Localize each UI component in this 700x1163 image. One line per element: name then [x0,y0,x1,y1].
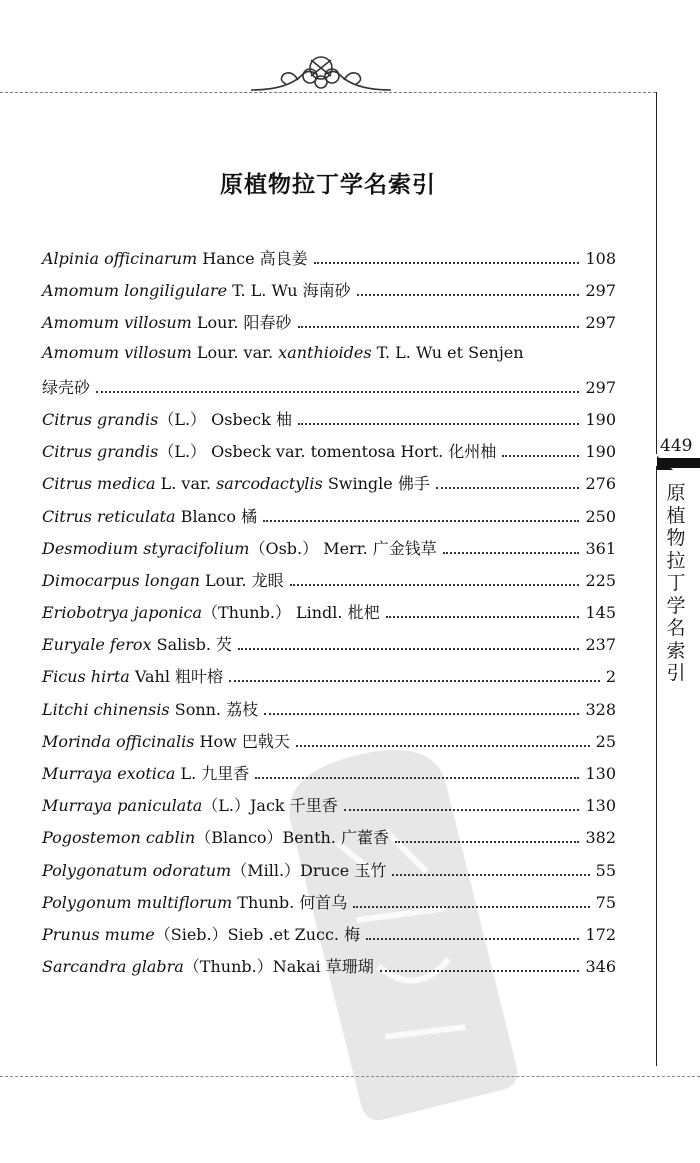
index-entry: Morinda officinalis How 巴戟天 25 [42,731,616,751]
index-entry: Polygonum multiflorum Thunb. 何首乌 75 [42,892,616,912]
index-entry: Dimocarpus longan Lour. 龙眼 225 [42,570,616,590]
index-entry: Litchi chinensis Sonn. 荔枝 328 [42,699,616,719]
page-number: 449 [660,436,693,456]
index-entry-first-line: Amomum villosum Lour. var. xanthioides T. L. Wu et Senjen [42,342,524,362]
index-entry: Eriobotrya japonica（Thunb.） Lindl. 枇杷 145 [42,603,616,623]
footer-rule [0,1076,700,1077]
index-entry: Prunus mume（Sieb.）Sieb .et Zucc. 梅 172 [42,924,616,944]
index-entry: Sarcandra glabra（Thunb.）Nakai 草珊瑚 346 [42,957,616,977]
side-border [656,92,657,454]
side-border-lower [656,466,657,1066]
tab-bar [657,458,700,468]
index-entry: Citrus medica L. var. sarcodactylis Swingle 佛手 276 [42,474,616,494]
index-entry: Amomum longiligulare T. L. Wu 海南砂 297 [42,281,616,301]
header-ornament [246,46,396,98]
index-entry: Citrus grandis（L.） Osbeck var. tomentosa Hort. 化州柚 190 [42,442,616,462]
header-rule [0,92,656,93]
index-entry: Citrus grandis（L.） Osbeck 柚 190 [42,409,616,429]
index-entry: Alpinia officinarum Hance 高良姜 108 [42,249,616,268]
index-entry: Polygonatum odoratum（Mill.）Druce 玉竹 55 [42,860,616,880]
side-tab-title: 原植物拉丁学名索引 [666,482,686,684]
index-entry: Desmodium styracifolium（Osb.） Merr. 广金钱草 361 [42,538,616,558]
index-entry-continuation: 绿壳砂 297 [42,377,616,397]
index-entry: Amomum villosum Lour. 阳春砂 297 [42,313,616,333]
index-list [42,246,616,986]
index-entry: Pogostemon cablin（Blanco）Benth. 广藿香 382 [42,828,616,848]
index-entry: Murraya exotica L. 九里香 130 [42,764,616,783]
index-entry: Euryale ferox Salisb. 芡 237 [42,635,616,655]
index-entry: Ficus hirta Vahl 粗叶榕 2 [42,667,616,687]
index-entry: Citrus reticulata Blanco 橘 250 [42,506,616,526]
index-entry: Murraya paniculata（L.）Jack 千里香 130 [42,796,616,816]
page-title: 原植物拉丁学名索引 [220,172,436,198]
